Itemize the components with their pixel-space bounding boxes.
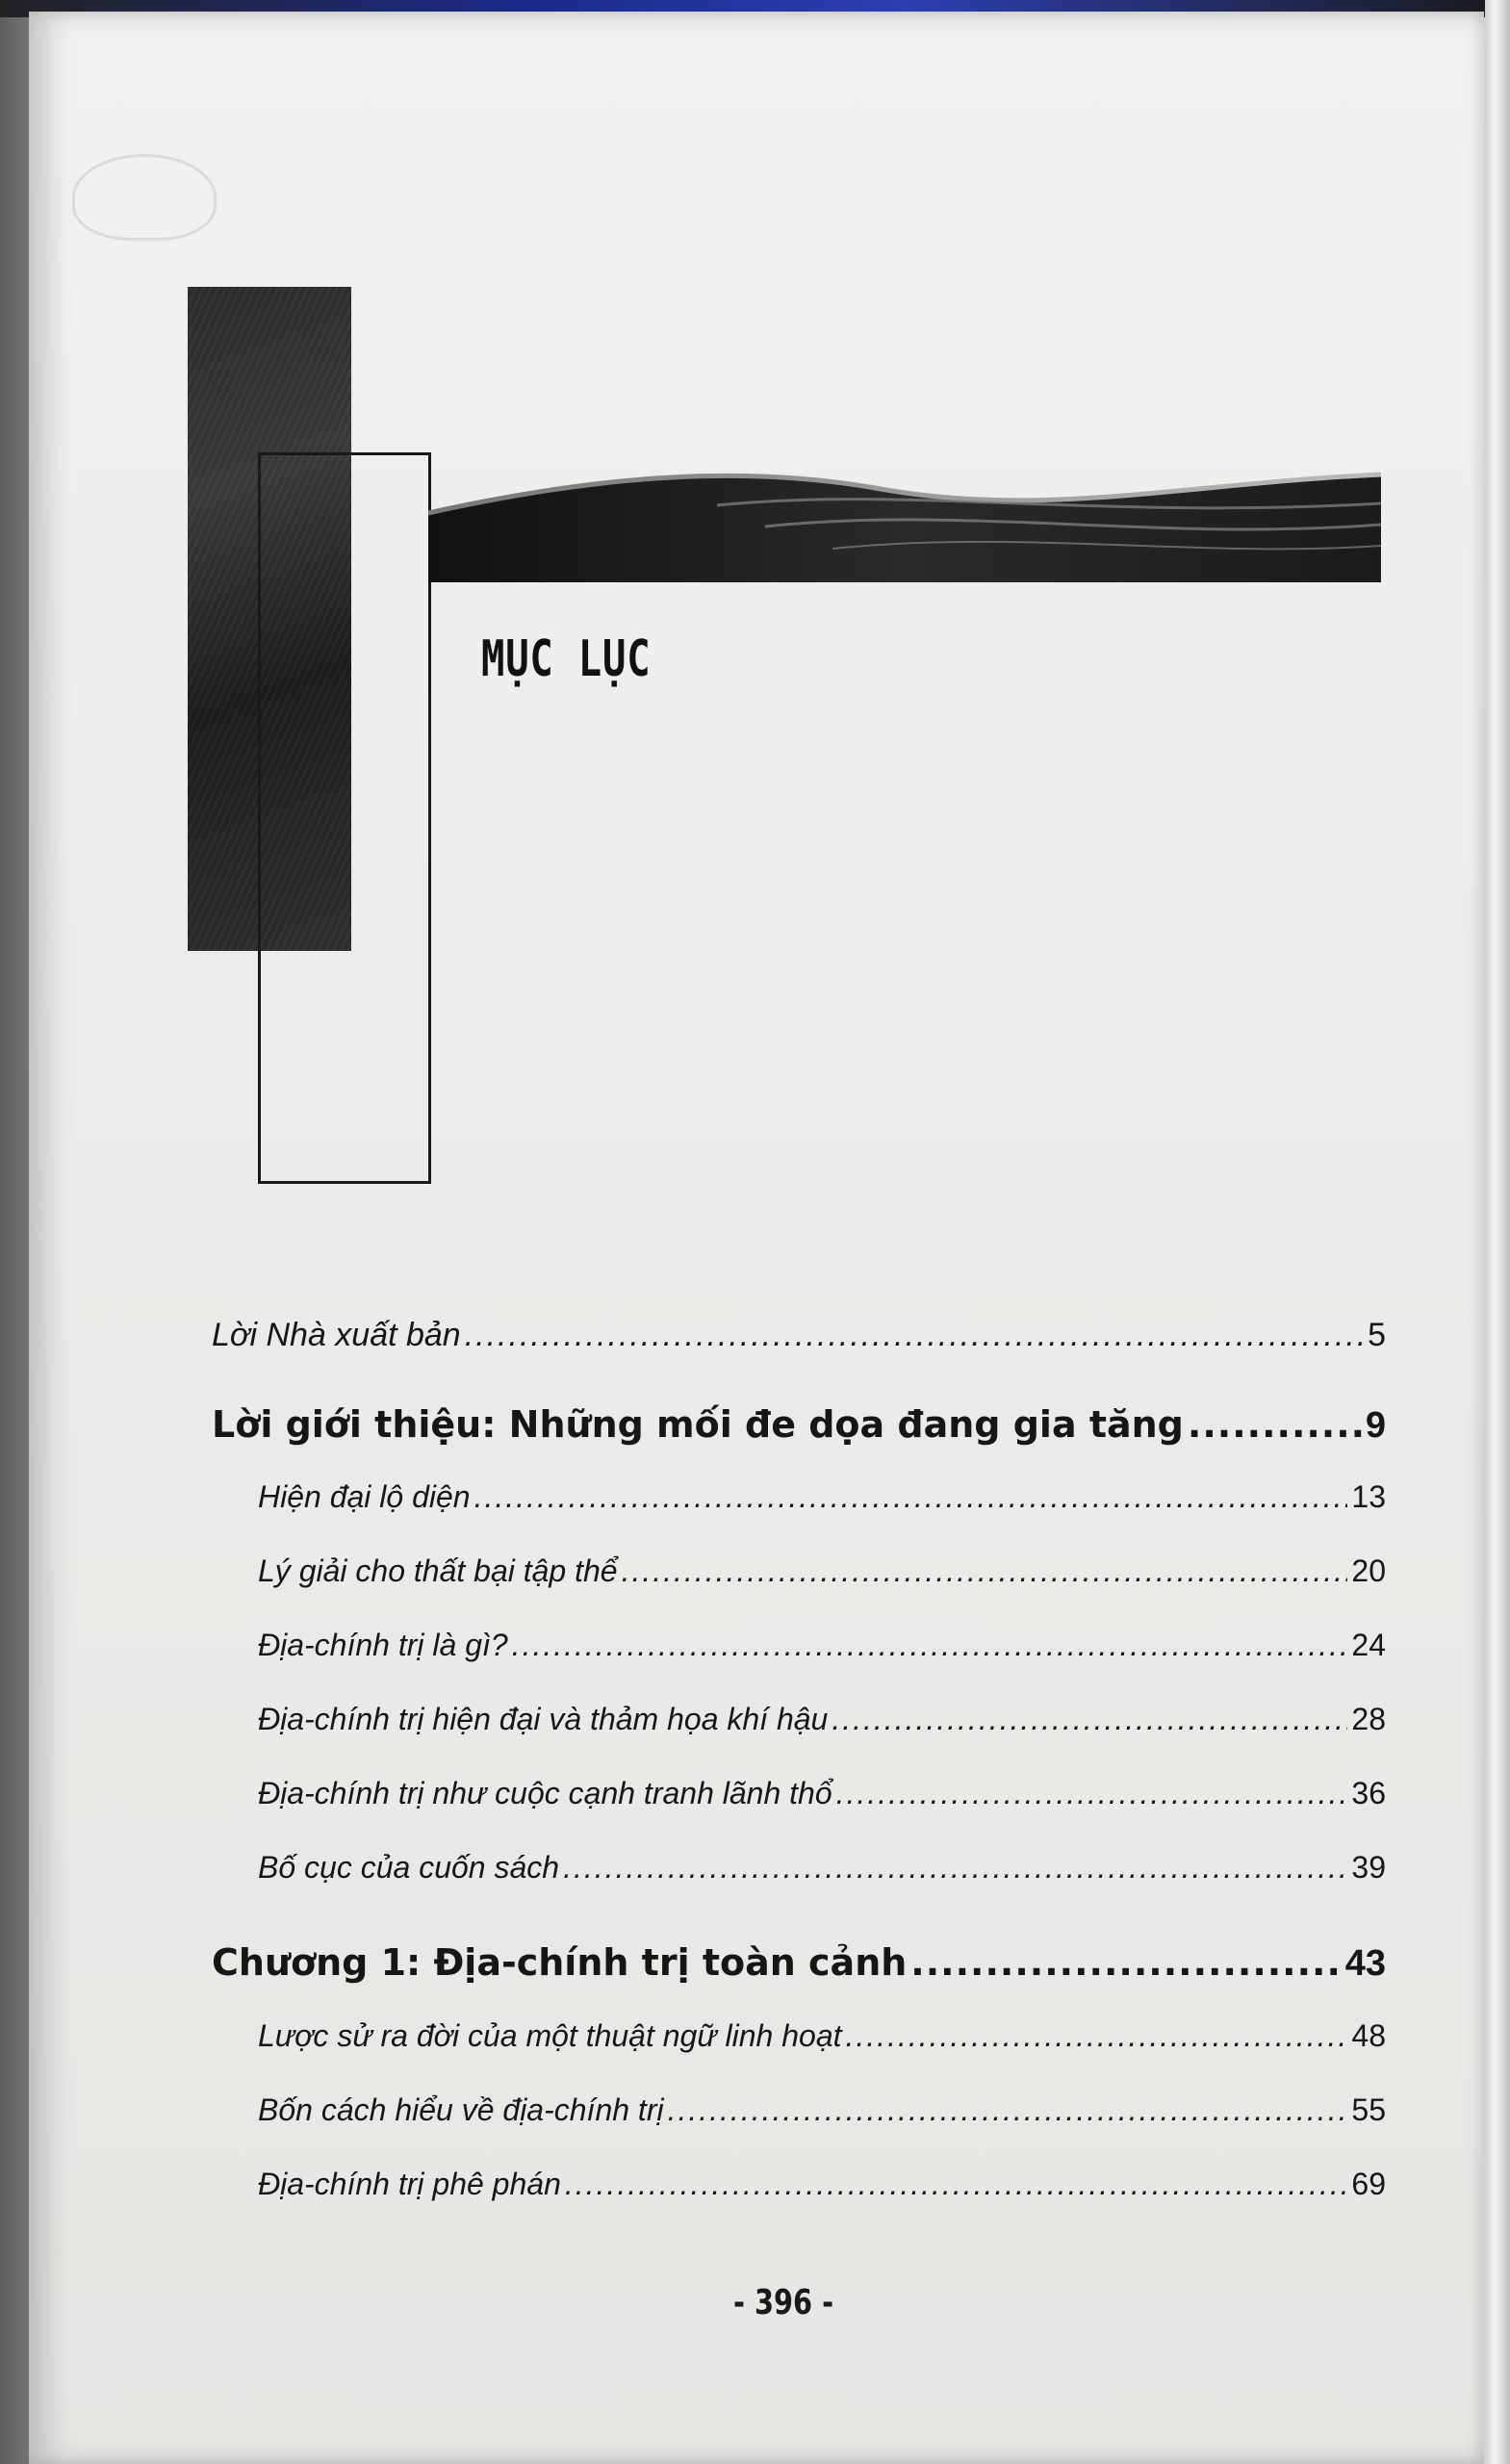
toc-entry-page: 43 <box>1344 1943 1386 1984</box>
decorative-outline-box <box>258 452 431 1184</box>
decorative-wave <box>428 467 1381 582</box>
toc-leader-dots <box>1188 1403 1362 1446</box>
toc-entry-label: Địa-chính trị phê phán <box>258 2167 561 2201</box>
toc-leader-dots <box>565 2167 1348 2202</box>
toc-entry-label: Lược sử ra đời của một thuật ngữ linh hoạt <box>258 2018 842 2053</box>
toc-entry-page: 5 <box>1368 1317 1386 1353</box>
toc-entry <box>258 1479 1386 1515</box>
toc-entry <box>258 1850 1386 1886</box>
toc-entry-page: 36 <box>1351 1776 1386 1810</box>
toc-entry-page: 24 <box>1351 1628 1386 1662</box>
toc-entry-page: 13 <box>1351 1479 1386 1514</box>
toc-entry <box>258 1702 1386 1737</box>
toc-entry-label: Địa-chính trị hiện đại và thảm họa khí hậu <box>258 1702 829 1736</box>
toc-entry <box>258 1553 1386 1589</box>
toc-entry-page: 9 <box>1365 1405 1386 1446</box>
toc-leader-dots <box>668 2092 1348 2128</box>
toc-entry <box>212 1941 1386 1985</box>
toc-entry-page: 69 <box>1351 2167 1386 2201</box>
toc-entry-page: 39 <box>1351 1850 1386 1885</box>
toc-entry-label: Lời giới thiệu: Những mối đe dọa đang gia tăng <box>212 1403 1184 1446</box>
toc-leader-dots <box>474 1479 1348 1515</box>
toc-entry <box>258 1776 1386 1811</box>
toc-entry-label: Địa-chính trị như cuộc cạnh tranh lãnh thổ <box>258 1776 832 1810</box>
toc-leader-dots <box>836 1776 1348 1811</box>
toc-entry-page: 28 <box>1351 1702 1386 1736</box>
toc-leader-dots <box>622 1553 1348 1589</box>
page-title: MỤC LỤC <box>481 630 652 688</box>
toc-entry-label: Lý giải cho thất bại tập thể <box>258 1553 618 1588</box>
toc-entry <box>258 2167 1386 2202</box>
toc-entry <box>258 2018 1386 2054</box>
toc-entry <box>212 1403 1386 1447</box>
toc-leader-dots <box>563 1850 1347 1886</box>
toc-entry-label: Bốn cách hiểu về địa-chính trị <box>258 2092 664 2127</box>
toc-entry <box>258 1628 1386 1663</box>
page-number: - 396 - <box>733 2283 834 2323</box>
toc-entry-label: Địa-chính trị là gì? <box>258 1628 508 1662</box>
toc-entry-page: 20 <box>1351 1553 1386 1588</box>
toc-entry <box>258 2092 1386 2128</box>
toc-entry-label: Bố cục của cuốn sách <box>258 1850 560 1885</box>
toc-leader-dots <box>832 1702 1347 1737</box>
toc-entry-label: Chương 1: Địa-chính trị toàn cảnh <box>212 1941 908 1984</box>
page-edge <box>1485 0 1510 2464</box>
toc-leader-dots <box>465 1317 1364 1354</box>
toc-leader-dots <box>846 2018 1348 2054</box>
toc-entry <box>212 1317 1386 1354</box>
toc-entry-label: Lời Nhà xuất bản <box>212 1317 461 1353</box>
bleed-through-logo <box>72 154 217 241</box>
toc-leader-dots <box>910 1941 1341 1984</box>
toc-entry-page: 48 <box>1351 2018 1386 2053</box>
toc-leader-dots <box>512 1628 1348 1663</box>
toc-entry-label: Hiện đại lộ diện <box>258 1479 471 1514</box>
toc-entry-page: 55 <box>1351 2092 1386 2127</box>
